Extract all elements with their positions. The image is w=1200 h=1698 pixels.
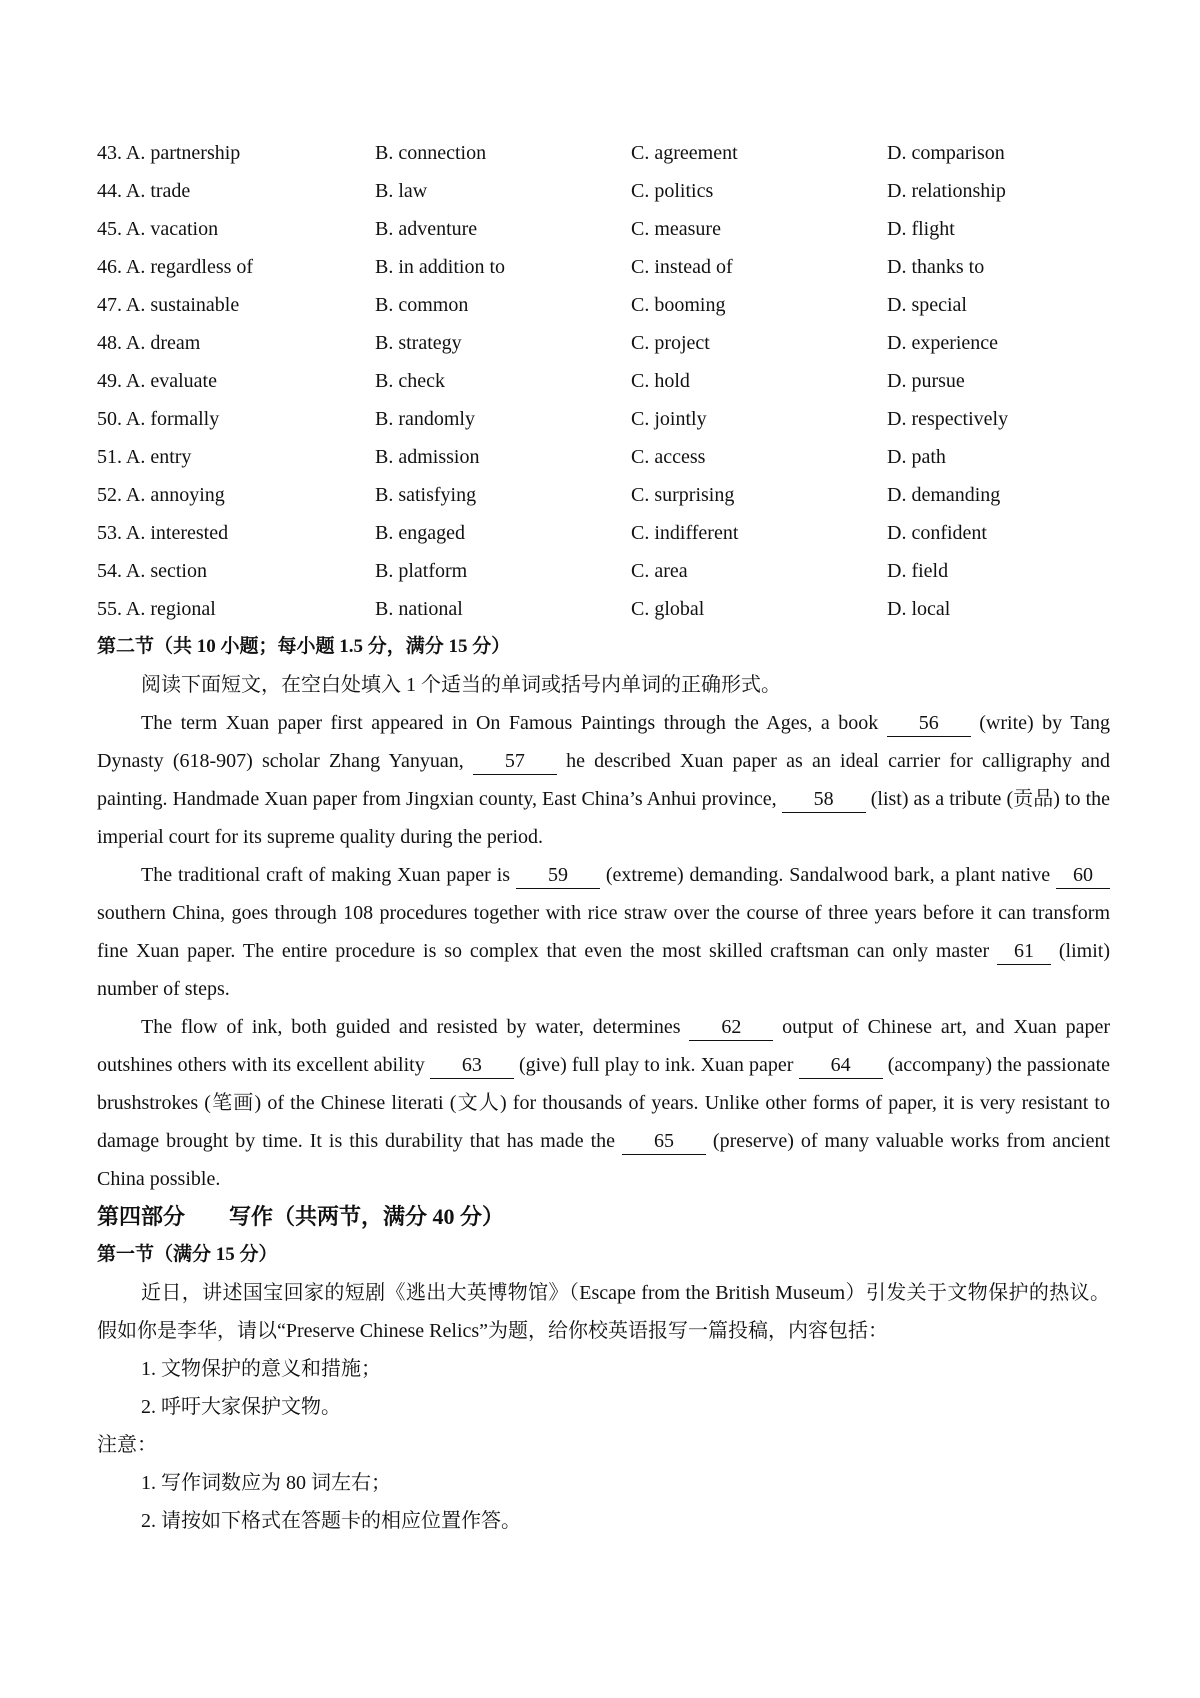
note-item: 1. 写作词数应为 80 词左右； xyxy=(141,1472,391,1494)
blank-58[interactable]: 58 xyxy=(782,786,866,813)
option-row: 48. A. dream B. strategy C. project D. experience xyxy=(97,332,999,354)
writing-item: 2. 呼吁大家保护文物。 xyxy=(141,1396,341,1418)
blank-59[interactable]: 59 xyxy=(516,862,600,889)
blank-62[interactable]: 62 xyxy=(689,1014,773,1041)
option-row: 52. A. annoying B. satisfying C. surprising D. demanding xyxy=(97,484,1001,506)
passage-paragraph-3: The flow of ink, both guided and resisted by water, determines 62 output of Chinese art, and Xuan paper outshines others with its excellent ability 63 (give) full play to ink. Xuan paper 64 (accompany) the passionate brushstrokes (笔画) of the Chinese literati (文人) for thousands of years. Unlike other forms of paper, it is very resistant to damage brought by time. It is this durability that has made the 65 (preserve) of many valuable works from ancient China possible. xyxy=(97,1016,1111,1190)
writing-item: 1. 文物保护的意义和措施； xyxy=(141,1358,381,1380)
part-4-subheading: 第一节（满分 15 分） xyxy=(97,1244,278,1265)
cloze-options xyxy=(97,134,1107,628)
blank-56[interactable]: 56 xyxy=(887,710,971,737)
option-row: 44. A. trade B. law C. politics D. relationship xyxy=(97,180,1006,202)
option-row: 46. A. regardless of B. in addition to C. instead of D. thanks to xyxy=(97,256,985,278)
passage-paragraph-1: The term Xuan paper first appeared in On Famous Paintings through the Ages, a book 56 (write) by Tang Dynasty (618-907) scholar Zhang Yanyuan, 57 he described Xuan paper as an ideal carrier for calligraphy and painting. Handmade Xuan paper from Jingxian county, East China’s Anhui province, 58 (list) as a tribute (贡品) to the imperial court for its supreme quality during the period. xyxy=(97,712,1111,848)
blank-57[interactable]: 57 xyxy=(473,748,557,775)
option-row: 47. A. sustainable B. common C. booming D. special xyxy=(97,294,967,316)
blank-61[interactable]: 61 xyxy=(997,938,1051,965)
option-row: 55. A. regional B. national C. global D. local xyxy=(97,598,951,620)
option-row: 51. A. entry B. admission C. access D. path xyxy=(97,446,946,468)
option-row: 54. A. section B. platform C. area D. field xyxy=(97,560,949,582)
blank-60[interactable]: 60 xyxy=(1056,862,1110,889)
note-item: 2. 请按如下格式在答题卡的相应位置作答。 xyxy=(141,1510,521,1532)
blank-65[interactable]: 65 xyxy=(622,1128,706,1155)
passage-paragraph-2: The traditional craft of making Xuan paper is 59 (extreme) demanding. Sandalwood bark, a plant native 60 southern China, goes through 108 procedures together with rice straw over the course of three years before it can transform fine Xuan paper. The entire procedure is so complex that even the most skilled craftsman can only master 61 (limit) number of steps. xyxy=(97,864,1110,1000)
part-4-heading: 第四部分 写作（共两节，满分 40 分） xyxy=(97,1204,505,1229)
section-2 xyxy=(97,628,1110,1198)
section-2-heading: 第二节（共 10 小题；每小题 1.5 分，满分 15 分） xyxy=(97,636,511,657)
section-2-instruction: 阅读下面短文，在空白处填入 1 个适当的单词或括号内单词的正确形式。 xyxy=(141,674,781,696)
note-label: 注意： xyxy=(97,1434,157,1456)
option-row: 53. A. interested B. engaged C. indifferent D. confident xyxy=(97,522,987,544)
option-row: 50. A. formally B. randomly C. jointly D. respectively xyxy=(97,408,1009,430)
option-row: 43. A. partnership B. connection C. agreement D. comparison xyxy=(97,142,1005,164)
blank-63[interactable]: 63 xyxy=(430,1052,514,1079)
blank-64[interactable]: 64 xyxy=(799,1052,883,1079)
part-4 xyxy=(97,1198,1110,1540)
writing-prompt: 近日，讲述国宝回家的短剧《逃出大英博物馆》（Escape from the British Museum）引发关于文物保护的热议。假如你是李华，请以“Preserve Chinese Relics”为题，给你校英语报写一篇投稿，内容包括： xyxy=(97,1282,1110,1342)
option-row: 49. A. evaluate B. check C. hold D. pursue xyxy=(97,370,965,392)
option-row: 45. A. vacation B. adventure C. measure D. flight xyxy=(97,218,955,240)
